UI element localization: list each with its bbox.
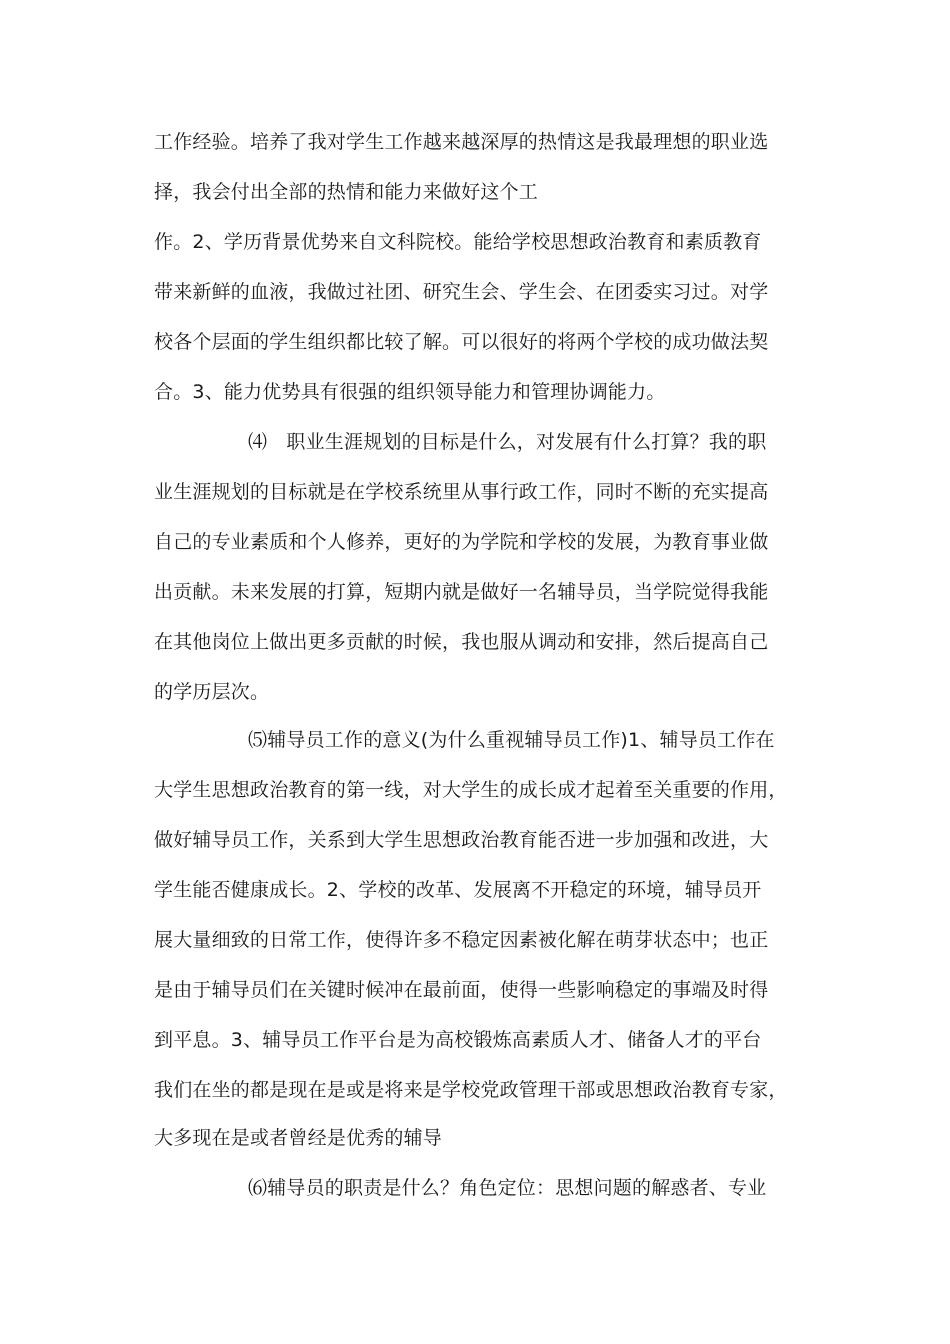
text-line: 带来新鲜的血液，我做过社团、研究生会、学生会、在团委实习过。对学 [154, 281, 769, 303]
text-line: 大多现在是或者曾经是优秀的辅导 [154, 1127, 443, 1149]
text-line: 在其他岗位上做出更多贡献的时候，我也服从调动和安排，然后提高自己 [154, 631, 769, 653]
text-line: 自己的专业素质和个人修养，更好的为学院和学校的发展，为教育事业做 [154, 531, 769, 553]
section-4-heading-line: ⑷ 职业生涯规划的目标是什么，对发展有什么打算？我的职 [248, 431, 767, 453]
text-line: 展大量细致的日常工作，使得许多不稳定因素被化解在萌芽状态中；也正 [154, 929, 769, 951]
text-line: 大学生思想政治教育的第一线，对大学生的成长成才起着至关重要的作用， [154, 779, 788, 801]
text-line: 出贡献。未来发展的打算，短期内就是做好一名辅导员，当学院觉得我能 [154, 581, 769, 603]
section-6-heading-line: ⑹辅导员的职责是什么？角色定位：思想问题的解惑者、专业 [248, 1177, 767, 1199]
text-line: 合。3、能力优势具有很强的组织领导能力和管理协调能力。 [154, 381, 666, 403]
text-line: 做好辅导员工作，关系到大学生思想政治教育能否进一步加强和改进，大 [154, 829, 769, 851]
text-line: 是由于辅导员们在关键时候冲在最前面，使得一些影响稳定的事端及时得 [154, 979, 769, 1001]
text-line: 择，我会付出全部的热情和能力来做好这个工 [154, 181, 539, 203]
text-line: 作。2、学历背景优势来自文科院校。能给学校思想政治教育和素质教育 [154, 231, 762, 253]
section-5-heading-line: ⑸辅导员工作的意义(为什么重视辅导员工作)1、辅导员工作在 [248, 729, 775, 751]
text-line: 校各个层面的学生组织都比较了解。可以很好的将两个学校的成功做法契 [154, 331, 769, 353]
text-line: 学生能否健康成长。2、学校的改革、发展离不开稳定的环境，辅导员开 [154, 879, 762, 901]
text-line: 工作经验。培养了我对学生工作越来越深厚的热情这是我最理想的职业选 [154, 131, 769, 153]
text-line: 到平息。3、辅导员工作平台是为高校锻炼高素质人才、储备人才的平台 [154, 1029, 762, 1051]
text-line: 的学历层次。 [154, 681, 270, 703]
text-line: 我们在坐的都是现在是或是将来是学校党政管理干部或思想政治教育专家， [154, 1079, 788, 1101]
text-line: 业生涯规划的目标就是在学校系统里从事行政工作，同时不断的充实提高 [154, 481, 769, 503]
